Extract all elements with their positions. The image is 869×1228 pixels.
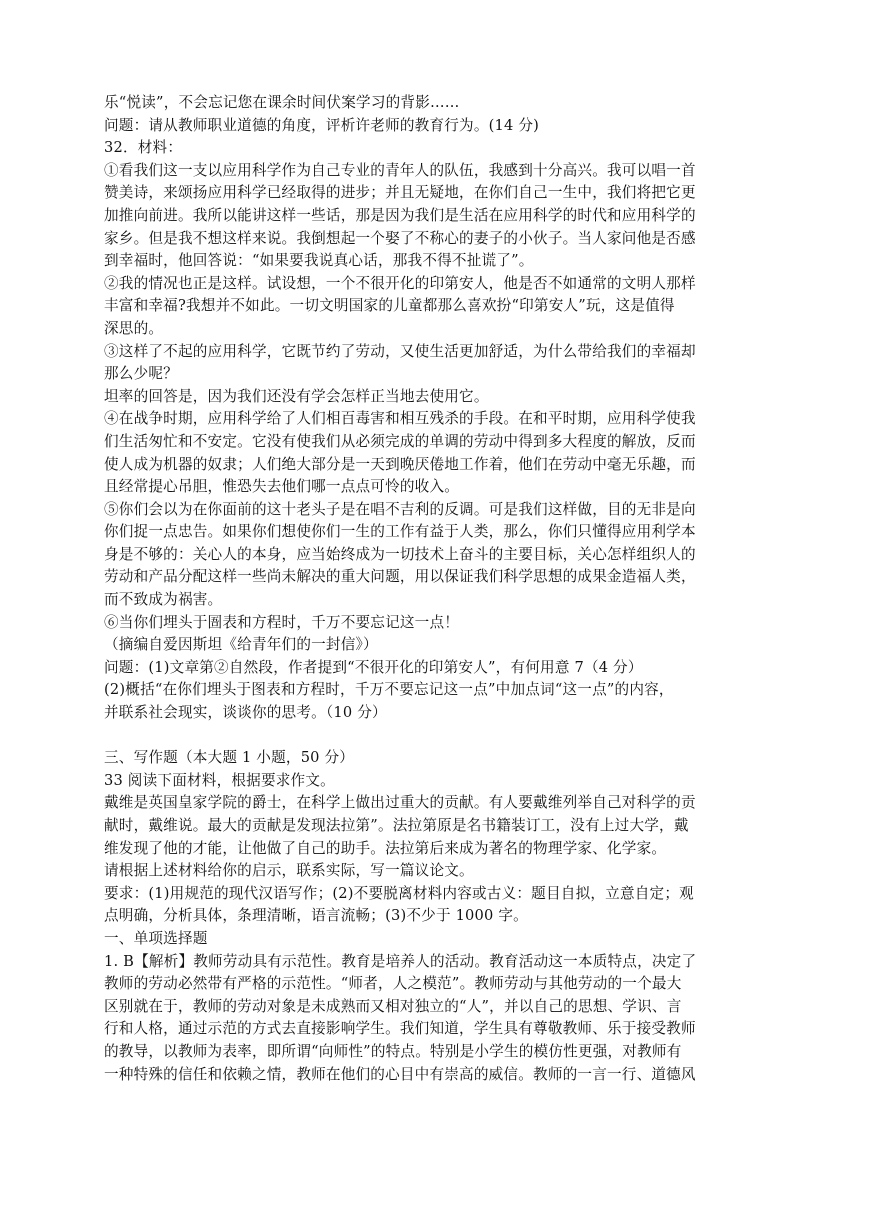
text-line: ④在战争时期，应用科学给了人们相百毒害和相互残杀的手段。在和平时期，应用科学使我 bbox=[104, 410, 696, 428]
text-line: 问题：请从教师职业道德的角度，评析许老师的教育行为。(14 分) bbox=[104, 116, 540, 134]
text-line bbox=[104, 725, 750, 748]
text-line: 并联系社会现实，谈谈你的思考。（10 分） bbox=[104, 704, 387, 722]
text-line: 丰富和幸福?我想并不如此。一切文明国家的儿童都那么喜欢扮“印第安人”玩，这是值得 bbox=[104, 297, 675, 315]
text-line: ②我的情况也正是这样。试设想，一个不很开化的印第安人，他是否不如通常的文明人那样 bbox=[104, 274, 696, 292]
text-line: 劳动和产品分配这样一些尚未解决的重大问题，用以保证我们科学思想的成果金造福人类， bbox=[104, 568, 696, 586]
document-body bbox=[104, 92, 750, 1086]
text-line: 维发现了他的才能，让他做了自己的助手。法拉第后来成为著名的物理学家、化学家。 bbox=[104, 839, 667, 857]
text-line: 戴维是英国皇家学院的爵士，在科学上做出过重大的贡献。有人要戴维列举自己对科学的贡 bbox=[104, 794, 696, 812]
text-line: 加推向前进。我所以能讲这样一些话，那是因为我们是生活在应用科学的时代和应用科学的 bbox=[104, 206, 696, 224]
text-line: 要求：(1)用规范的现代汉语写作；(2)不要脱离材料内容或古义：题目自拟，立意自定；观 bbox=[104, 884, 694, 902]
text-line: 点明确，分析具体，条理清晰，语言流畅；(3)不少于 1000 字。 bbox=[104, 907, 528, 925]
text-line: 问题：(1)文章第②自然段，作者提到“不很开化的印第安人”，有何用意 7（4 分） bbox=[104, 658, 643, 676]
text-line: 而不致成为祸害。 bbox=[104, 591, 223, 609]
text-line: 坦率的回答是，因为我们还没有学会怎样正当地去使用它。 bbox=[104, 387, 489, 405]
text-line: 33 阅读下面材料，根据要求作文。 bbox=[104, 771, 335, 789]
text-line: 深思的。 bbox=[104, 319, 164, 337]
text-line: 家乡。但是我不想这样来说。我倒想起一个娶了不称心的妻子的小伙子。当人家问他是否感 bbox=[104, 229, 696, 247]
text-line: 你们捉一点忠告。如果你们想使你们一生的工作有益于人类，那么，你们只懂得应用利学本 bbox=[104, 523, 696, 541]
text-line: 三、写作题（本大题 1 小题，50 分） bbox=[104, 749, 355, 767]
text-line: (2)概括“在你们埋头于图表和方程时，千万不要忘记这一点”中加点词“这一点”的内容， bbox=[104, 681, 674, 699]
text-line: 那么少呢？ bbox=[104, 365, 178, 383]
text-line: 1. B【解析】教师劳动具有示范性。教育是培养人的活动。教育活动这一本质特点，决定了 bbox=[104, 952, 697, 970]
text-line: 身是不够的：关心人的本身，应当始终成为一切技术上奋斗的主要目标，关心怎样组织人的 bbox=[104, 545, 696, 563]
text-line: 到幸福时，他回答说：“如果要我说真心话，那我不得不扯谎了”。 bbox=[104, 252, 534, 270]
text-line: 们生活匆忙和不安定。它没有使我们从必须完成的单调的劳动中得到多大程度的解放，反而 bbox=[104, 432, 696, 450]
text-line: 且经常提心吊胆，惟恐失去他们哪一点点可怜的收入。 bbox=[104, 478, 460, 496]
text-line: 区别就在于，教师的劳动对象是未成熟而又相对独立的“人”，并以自己的思想、学识、言 bbox=[104, 997, 682, 1015]
text-line: （摘编自爱因斯坦《给青年们的一封信》） bbox=[104, 636, 378, 654]
text-line: 一种特殊的信任和依赖之情，教师在他们的心目中有崇高的威信。教师的一言一行、道德风 bbox=[104, 1065, 696, 1083]
text-line: 献时，戴维说。最大的贡献是发现法拉第”。法拉第原是名书籍装订工，没有上过大学，戴 bbox=[104, 817, 689, 834]
text-line: ⑥当你们埋头于圄表和方程时，千万不要忘记这一点！ bbox=[104, 613, 460, 631]
text-line: 赞美诗，来颂扬应用科学已经取得的进步；并且无疑地，在你们自己一生中，我们将把它更 bbox=[104, 184, 696, 202]
text-line: 教师的劳动必然带有严格的示范性。“师者，人之模范”。教师劳动与其他劳动的一个最大 bbox=[104, 975, 682, 993]
text-line: 一、单项选择题 bbox=[104, 929, 208, 947]
text-line: 的教导，以教师为表率，即所谓“向师性”的特点。特别是小学生的模仿性更强，对教师有 bbox=[104, 1042, 682, 1060]
text-line: ③这样了不起的应用科学，它既节约了劳动，又使生活更加舒适，为什么带给我们的幸福却 bbox=[104, 342, 696, 360]
text-line: 请根据上述材料给你的启示，联系实际，写一篇议论文。 bbox=[104, 862, 474, 880]
text-line: 乐“悦读”，不会忘记您在课余时间伏案学习的背影…… bbox=[104, 94, 460, 111]
text-line: 使人成为机器的奴隶；人们绝大部分是一天到晚厌倦地工作着，他们在劳动中毫无乐趣，而 bbox=[104, 455, 696, 473]
text-line: 32．材料： bbox=[104, 139, 183, 157]
text-line: ①看我们这一支以应用科学作为自己专业的青年人的队伍，我感到十分高兴。我可以唱一首 bbox=[104, 161, 696, 179]
text-line: 行和人格，通过示范的方式去直接影响学生。我们知道，学生具有尊敬教师、乐于接受教师 bbox=[104, 1020, 696, 1038]
text-line: ⑤你们会以为在你面前的这十老头子是在唱不吉利的反调。可是我们这样做，目的无非是向 bbox=[104, 500, 696, 518]
